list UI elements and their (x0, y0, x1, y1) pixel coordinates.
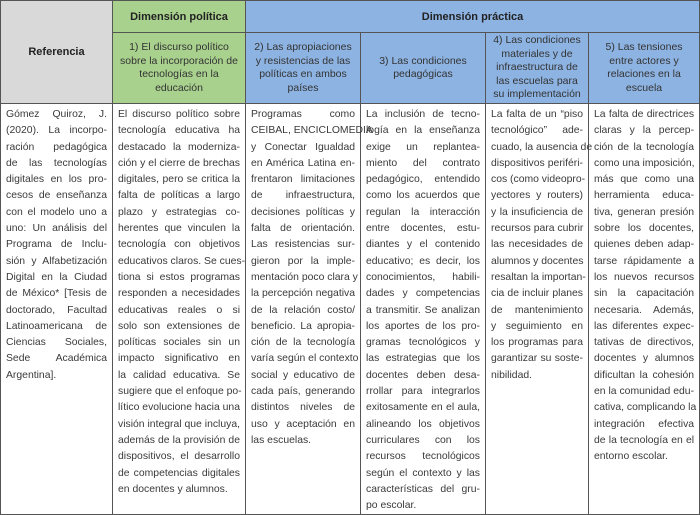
cell-text-line: cos (como videopro- (491, 174, 586, 186)
cell-text-line: decisiones políticas y (251, 206, 355, 218)
cell-text-line: además de la provisión de (118, 434, 240, 446)
cell-text-line: a transmitir. Se analizan (366, 304, 480, 316)
cell-text-line: doctorado, Facultad (6, 304, 107, 316)
cell-text-line: la percepción negativa (251, 288, 355, 300)
cell-text-line: social y educativo de (251, 369, 355, 381)
cell-text-line: tecnología educativa ha (118, 125, 240, 137)
cell-text-line: logía en la enseñanza (366, 125, 480, 137)
cell-text-line: digitales, pero se critica la (118, 174, 240, 186)
cell-text-line: resaltan la importan- (491, 271, 586, 283)
cell-text-line: po escolar. (366, 500, 417, 512)
cell-tensions (589, 104, 700, 515)
cell-text-line: responden a necesidades (118, 288, 240, 300)
cell-text-line: beneficio. La apropia- (251, 320, 355, 332)
cell-text-line: herramienta educa- (594, 190, 695, 202)
reference-header: Referencia (1, 1, 113, 104)
cell-text-line: falta de orientación. (251, 223, 355, 235)
cell-text-line: La falta de un “piso (491, 109, 583, 120)
cell-text-line: gramas tecnológicos y (366, 337, 480, 349)
cell-text-line: y seguimiento en (491, 320, 583, 332)
cell-text-line: miento del contrato (366, 157, 480, 169)
cell-text-line: El discurso político sobre (118, 109, 240, 120)
cell-text-line: la calidad educativa. Se (118, 369, 240, 381)
cell-text-line: de las tecnologías (6, 157, 107, 169)
cell-text-line: Las resistencias sur- (251, 239, 355, 251)
cell-text-line: como los acuerdos que (366, 190, 480, 202)
cell-text-line: según el contexto y las (366, 467, 480, 479)
cell-text-line: visión integral que incluya, (118, 418, 240, 430)
cell-text-line: entre docentes, estu- (366, 223, 480, 235)
cell-text-line: de competencias digitales (118, 467, 240, 479)
cell-text-line: ción de la tecnología (251, 337, 355, 349)
cell-text-line: integración efectiva (594, 418, 695, 430)
cell-text-line: tiona si estos programas (118, 271, 240, 283)
subheader-tensions: 5) Las tensiones entre actores y relaciones en la escuela (589, 33, 700, 104)
cell-text-line: uno: Un análisis del (6, 223, 107, 235)
cell-text-line: más que como una (594, 174, 695, 186)
cell-text-line: ción de la tecnología (594, 141, 695, 153)
cell-text-line: educativos claros. Se cues- (118, 255, 246, 267)
cell-text-line: ración pedagógica (6, 141, 107, 153)
cell-reference (1, 104, 113, 515)
cell-text-line: las diferentes expec- (594, 320, 695, 332)
cell-text-line: garantizar su soste- (491, 353, 583, 365)
table-row (1, 104, 700, 515)
cell-text-line: las necesidades de (491, 239, 583, 251)
cell-text-line: tiva, generan presión (594, 206, 695, 218)
cell-text-line: docentes deben desa- (366, 369, 480, 381)
cell-text-line: conocimientos, habili- (366, 271, 480, 283)
cell-text-line: alineando los objetivos (366, 418, 480, 430)
cell-pedagogical-conditions (361, 104, 486, 515)
cell-text-line: uso y aceptación en (251, 418, 355, 430)
cell-text-line: entorno escolar. (594, 451, 668, 463)
cell-text-line: Argentina]. (6, 369, 57, 381)
cell-text-line: claras y la percep- (594, 125, 695, 137)
cell-text-line: educativo; es decir, los (366, 255, 480, 267)
cell-text-line: como una imposición, (594, 157, 695, 169)
cell-text-line: dispositivos periféri- (491, 157, 583, 169)
cell-text-line: recursos para cubrir (491, 223, 584, 235)
cell-text-line: educativas reales o si (118, 304, 240, 316)
political-dimension-header: Dimensión política (113, 1, 246, 33)
cell-text-line: varía según el contexto (251, 353, 359, 365)
cell-text-line: (2020). La incorpo- (6, 125, 107, 137)
cell-text-line: Digital en la Ciudad (6, 271, 107, 283)
cell-text-line: sin la capacitación (594, 288, 695, 300)
cell-text-line: exige un replantea- (366, 141, 480, 153)
cell-text-line: Sede Académica (6, 353, 107, 365)
cell-text-line: las escuelas. (251, 434, 312, 446)
cell-text-line: dades y competencias (366, 288, 480, 300)
cell-text-line: ción y el cierre de brechas (118, 157, 240, 169)
cell-text-line: pedagógico, entendido (366, 174, 480, 186)
cell-text-line: Programas como (251, 109, 355, 120)
cell-text-line: cia de incluir planes (491, 288, 583, 300)
cell-text-line: cuado, la ausencia de (491, 141, 593, 153)
cell-text-line: en la comunidad edu- (594, 386, 695, 398)
cell-text-line: diantes y el contenido (366, 239, 480, 251)
cell-text-line: quienes deben adap- (594, 239, 695, 251)
cell-text-line: en docentes y alumnos. (118, 483, 228, 495)
cell-text-line: cesos de enseñanza (6, 190, 107, 202)
cell-text-line: sugiere que el enfoque po- (118, 386, 242, 398)
cell-text-line: yectores y routers) (491, 190, 583, 202)
cell-text-line: las estrategias que los (366, 353, 480, 365)
cell-text-line: los programas para (491, 337, 583, 349)
cell-text-line: exitosamente en el aula, (366, 402, 480, 414)
cell-text-line: nibilidad. (491, 369, 533, 381)
cell-text-line: destacado la moderniza- (118, 141, 240, 153)
cell-appropriations (246, 104, 373, 515)
cell-text-line: CEIBAL, ENCICLOMEDIA (251, 125, 373, 137)
cell-text-line: de la tecnología en el (594, 434, 695, 446)
cell-text-line: necesaria. Además, (594, 304, 695, 316)
cell-text-line: tarse rápidamente a (594, 255, 695, 267)
cell-text-line: lítico evolucione hacia una (118, 402, 240, 414)
cell-text-line: cativa, complicando la (594, 402, 697, 414)
cell-text-line: gieron por la imple- (251, 255, 355, 267)
cell-text-line: sión y Alfabetización (6, 255, 107, 267)
cell-text-line: distintos niveles de (251, 402, 355, 414)
cell-text-line: características del gru- (366, 483, 480, 495)
cell-text-line: impacto significativo en (118, 353, 240, 365)
practical-dimension-header: Dimensión práctica (246, 1, 700, 33)
subheader-pedagogical-conditions: 3) Las condiciones pedagógicas (361, 33, 486, 104)
cell-text-line: tecnológico” ade- (491, 125, 583, 137)
cell-text-line: los nuevos recursos (594, 271, 695, 283)
cell-text-line: alumnos y docentes (491, 255, 584, 267)
cell-text-line: políticas sociales sin un (118, 337, 240, 349)
cell-text-line: y la insuficiencia de (491, 206, 583, 218)
cell-text-line: y Conectar Igualdad (251, 141, 355, 153)
cell-text-line: plazo y estrategias co- (118, 206, 240, 218)
cell-text-line: recursos tecnológicos (366, 451, 480, 463)
cell-text-line: Ciencias Sociales, (6, 337, 107, 349)
cell-text-line: La falta de directrices (594, 109, 695, 120)
cell-political-discourse (113, 104, 246, 515)
cell-text-line: digitales en los pro- (6, 174, 107, 186)
cell-material-conditions (486, 104, 593, 515)
cell-text-line: con el modelo uno a (6, 206, 107, 218)
subheader-political-discourse: 1) El discurso político sobre la incorporación de tecnologías en la educación (113, 33, 246, 104)
cell-text-line: rrollar para integrarlos (366, 386, 480, 398)
cell-text-line: de mantenimiento (491, 304, 583, 316)
cell-text-line: dispositivos, el desarrollo (118, 451, 240, 463)
cell-text-line: de infraestructura, (251, 190, 355, 202)
cell-text-line: de la relación costo/ (251, 304, 355, 316)
cell-text-line: Gómez Quiroz, J. (6, 109, 107, 120)
cell-text-line: tecnología con objetivos (118, 239, 240, 251)
subheader-appropriations: 2) Las apropiaciones y resistencias de las políticas en ambos países (246, 33, 361, 104)
cell-text-line: docentes y alumnos (594, 353, 695, 365)
cell-text-line: dificultan la cohesión (594, 369, 695, 381)
cell-text-line: Latinoamericana de (6, 320, 107, 332)
cell-text-line: sobre los docentes, (594, 223, 695, 235)
cell-text-line: herentes que vinculen la (118, 223, 240, 235)
cell-text-line: frentaron limitaciones (251, 174, 355, 186)
cell-text-line: La inclusión de tecno- (366, 109, 480, 120)
cell-text-line: mentación poco clara y (251, 271, 358, 283)
subheader-material-conditions: 4) Las condiciones materiales y de infraestructura de las escuelas para su implementación (486, 33, 589, 104)
cell-text-line: de México* [Tesis de (6, 288, 107, 300)
cell-text-line: los aportes de los pro- (366, 320, 480, 332)
cell-text-line: tativas de directivos, (594, 337, 695, 349)
cell-text-line: en América Latina en- (251, 157, 355, 169)
cell-text-line: cada país, generando (251, 386, 355, 398)
cell-text-line: regulan la interacción (366, 206, 480, 218)
cell-text-line: falta de políticas a largo (118, 190, 240, 202)
cell-text-line: solo son extensiones de (118, 320, 240, 332)
cell-text-line: Programa de Inclu- (6, 239, 107, 251)
cell-text-line: curriculares con los (366, 434, 480, 446)
